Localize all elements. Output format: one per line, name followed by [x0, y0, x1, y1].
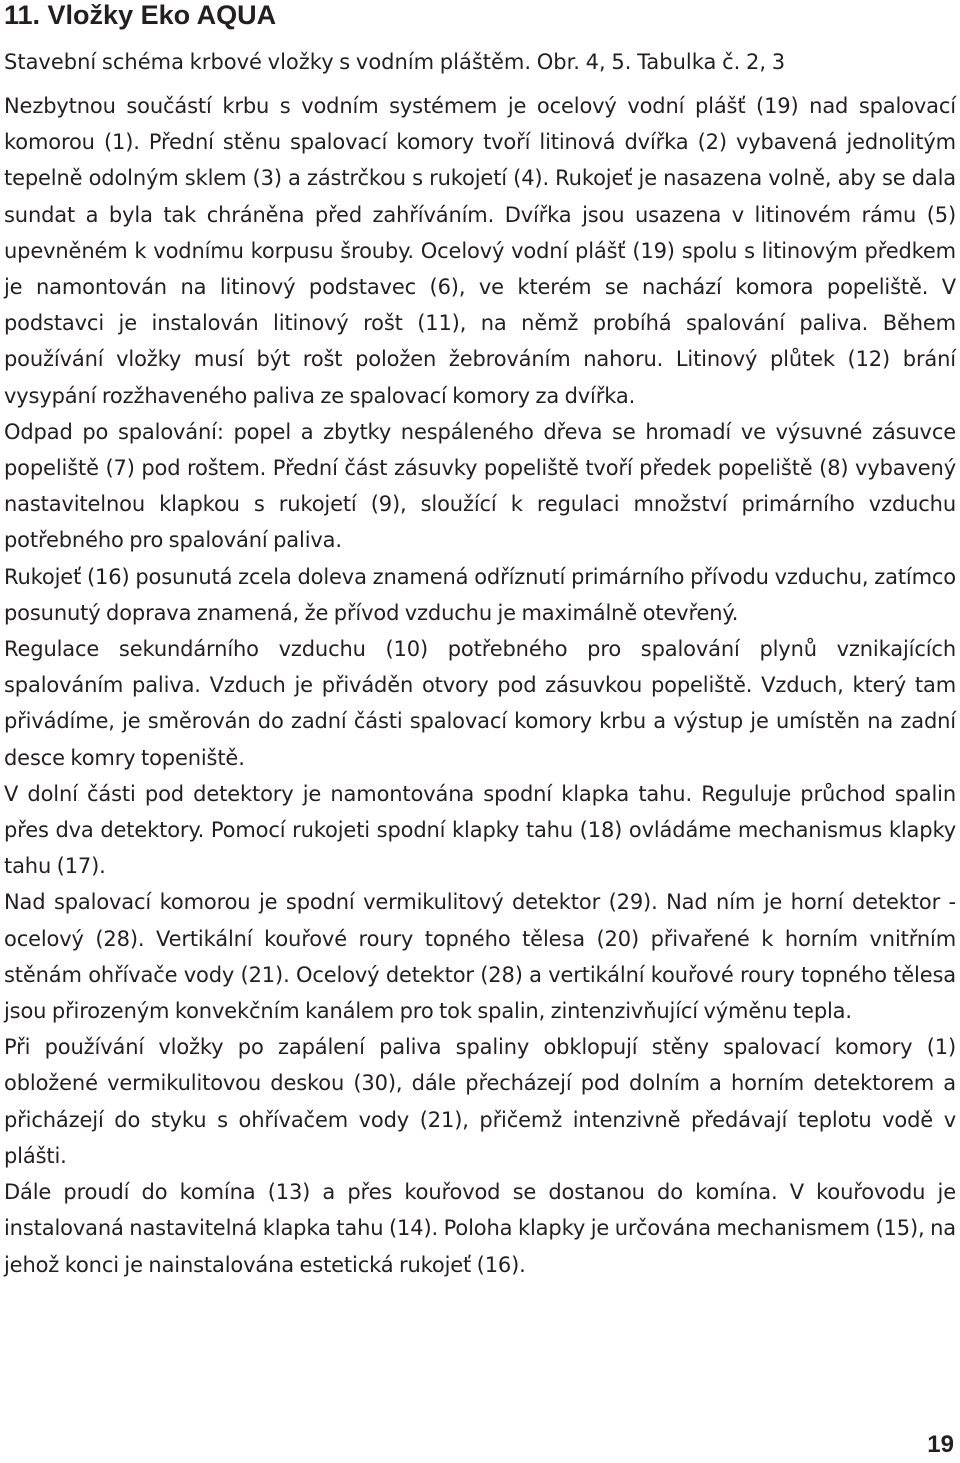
page-number: 19 — [927, 1431, 954, 1458]
paragraph-secondary-air: Regulace sekundárního vzduchu (10) potřebného pro spalování plynů vznikajících spalováním paliva. Vzduch je přiváděn otvory pod zásuvkou popeliště. Vzduch, který tam přivádíme, je směrován do zadní části spalovací komory krbu a výstup je umístěn na zadní desce komry topeniště. — [4, 637, 956, 770]
paragraph-lower-damper: V dolní části pod detektory je namontována spodní klapka tahu. Reguluje průchod spalin přes dva detektory. Pomocí rukojeti spodní klapky tahu (18) ovládáme mechanismus klapky tahu (17). — [4, 781, 956, 879]
paragraph-chimney-damper: Dále proudí do komína (13) a přes kouřovod se dostanou do komína. V kouřovodu je instalovaná nastavitelná klapka tahu (14). Poloha klapky je určována mechanismem (15), na jehož konci je nainstalována estetická rukojeť (16). — [4, 1180, 956, 1277]
section-heading: 11. Vložky Eko AQUA — [4, 0, 277, 30]
section-subtitle: Stavební schéma krbové vložky s vodním pláštěm. Obr. 4, 5. Tabulka č. 2, 3 — [4, 50, 786, 74]
document-page — [4, 0, 956, 1283]
paragraph-primary-air-handle: Rukojeť (16) posunutá zcela doleva znamená odříznutí primárního přívodu vzduchu, zatímco posunutý doprava znamená, že přívod vzduchu je maximálně otevřený. — [4, 564, 956, 625]
paragraph-detectors: Nad spalovací komorou je spodní vermikulitový detektor (29). Nad ním je horní detektor - ocelový (28). Vertikální kouřové roury topného tělesa (20) přivařené k horním vnitřním stěnám ohřívače vody (21). Ocelový detektor (28) a vertikální kouřové roury topného tělesa jsou přirozeným konvekčním kanálem pro tok spalin, zintenzivňující výměnu tepla. — [4, 890, 956, 1024]
body-text — [4, 88, 956, 1283]
paragraph-water-jacket: Nezbytnou součástí krbu s vodním systémem je ocelový vodní plášť (19) nad spalovací komorou (1). Přední stěnu spalovací komory tvoří litinová dvířka (2) vybavená jednolitým tepelně odolným sklem (3) a zástrčkou s rukojetí (4). Rukojeť je nasazena volně, aby se dala sundat a byla tak chráněna před zahříváním. Dvířka jsou usazena v litinovém rámu (5) upevněném k vodnímu korpusu šrouby. Ocelový vodní plášť (19) spolu s litinovým předkem je namontován na litinový podstavec (6), ve kterém se nachází komora popeliště. V podstavci je instalován litinový rošt (11), na němž probíhá spalování paliva. Během používání vložky musí být rošt položen žebrováním nahoru. Litinový plůtek (12) brání vysypání rozžhaveného paliva ze spalovací komory za dvířka. — [4, 94, 956, 408]
paragraph-flue-gases: Při používání vložky po zapálení paliva spaliny obklopují stěny spalovací komory (1) obložené vermikulitovou deskou (30), dále přecházejí pod dolním a horním detektorem a přicházejí do styku s ohřívačem vody (21), přičemž intenzivně předávají teplotu vodě v plášti. — [4, 1035, 956, 1168]
paragraph-ash-drawer: Odpad po spalování: popel a zbytky nespáleného dřeva se hromadí ve výsuvné zásuvce popeliště (7) pod roštem. Přední část zásuvky popeliště tvoří předek popeliště (8) vybavený nastavitelnou klapkou s rukojetí (9), sloužící k regulaci množství primárního vzduchu potřebného pro spalování paliva. — [4, 419, 956, 553]
